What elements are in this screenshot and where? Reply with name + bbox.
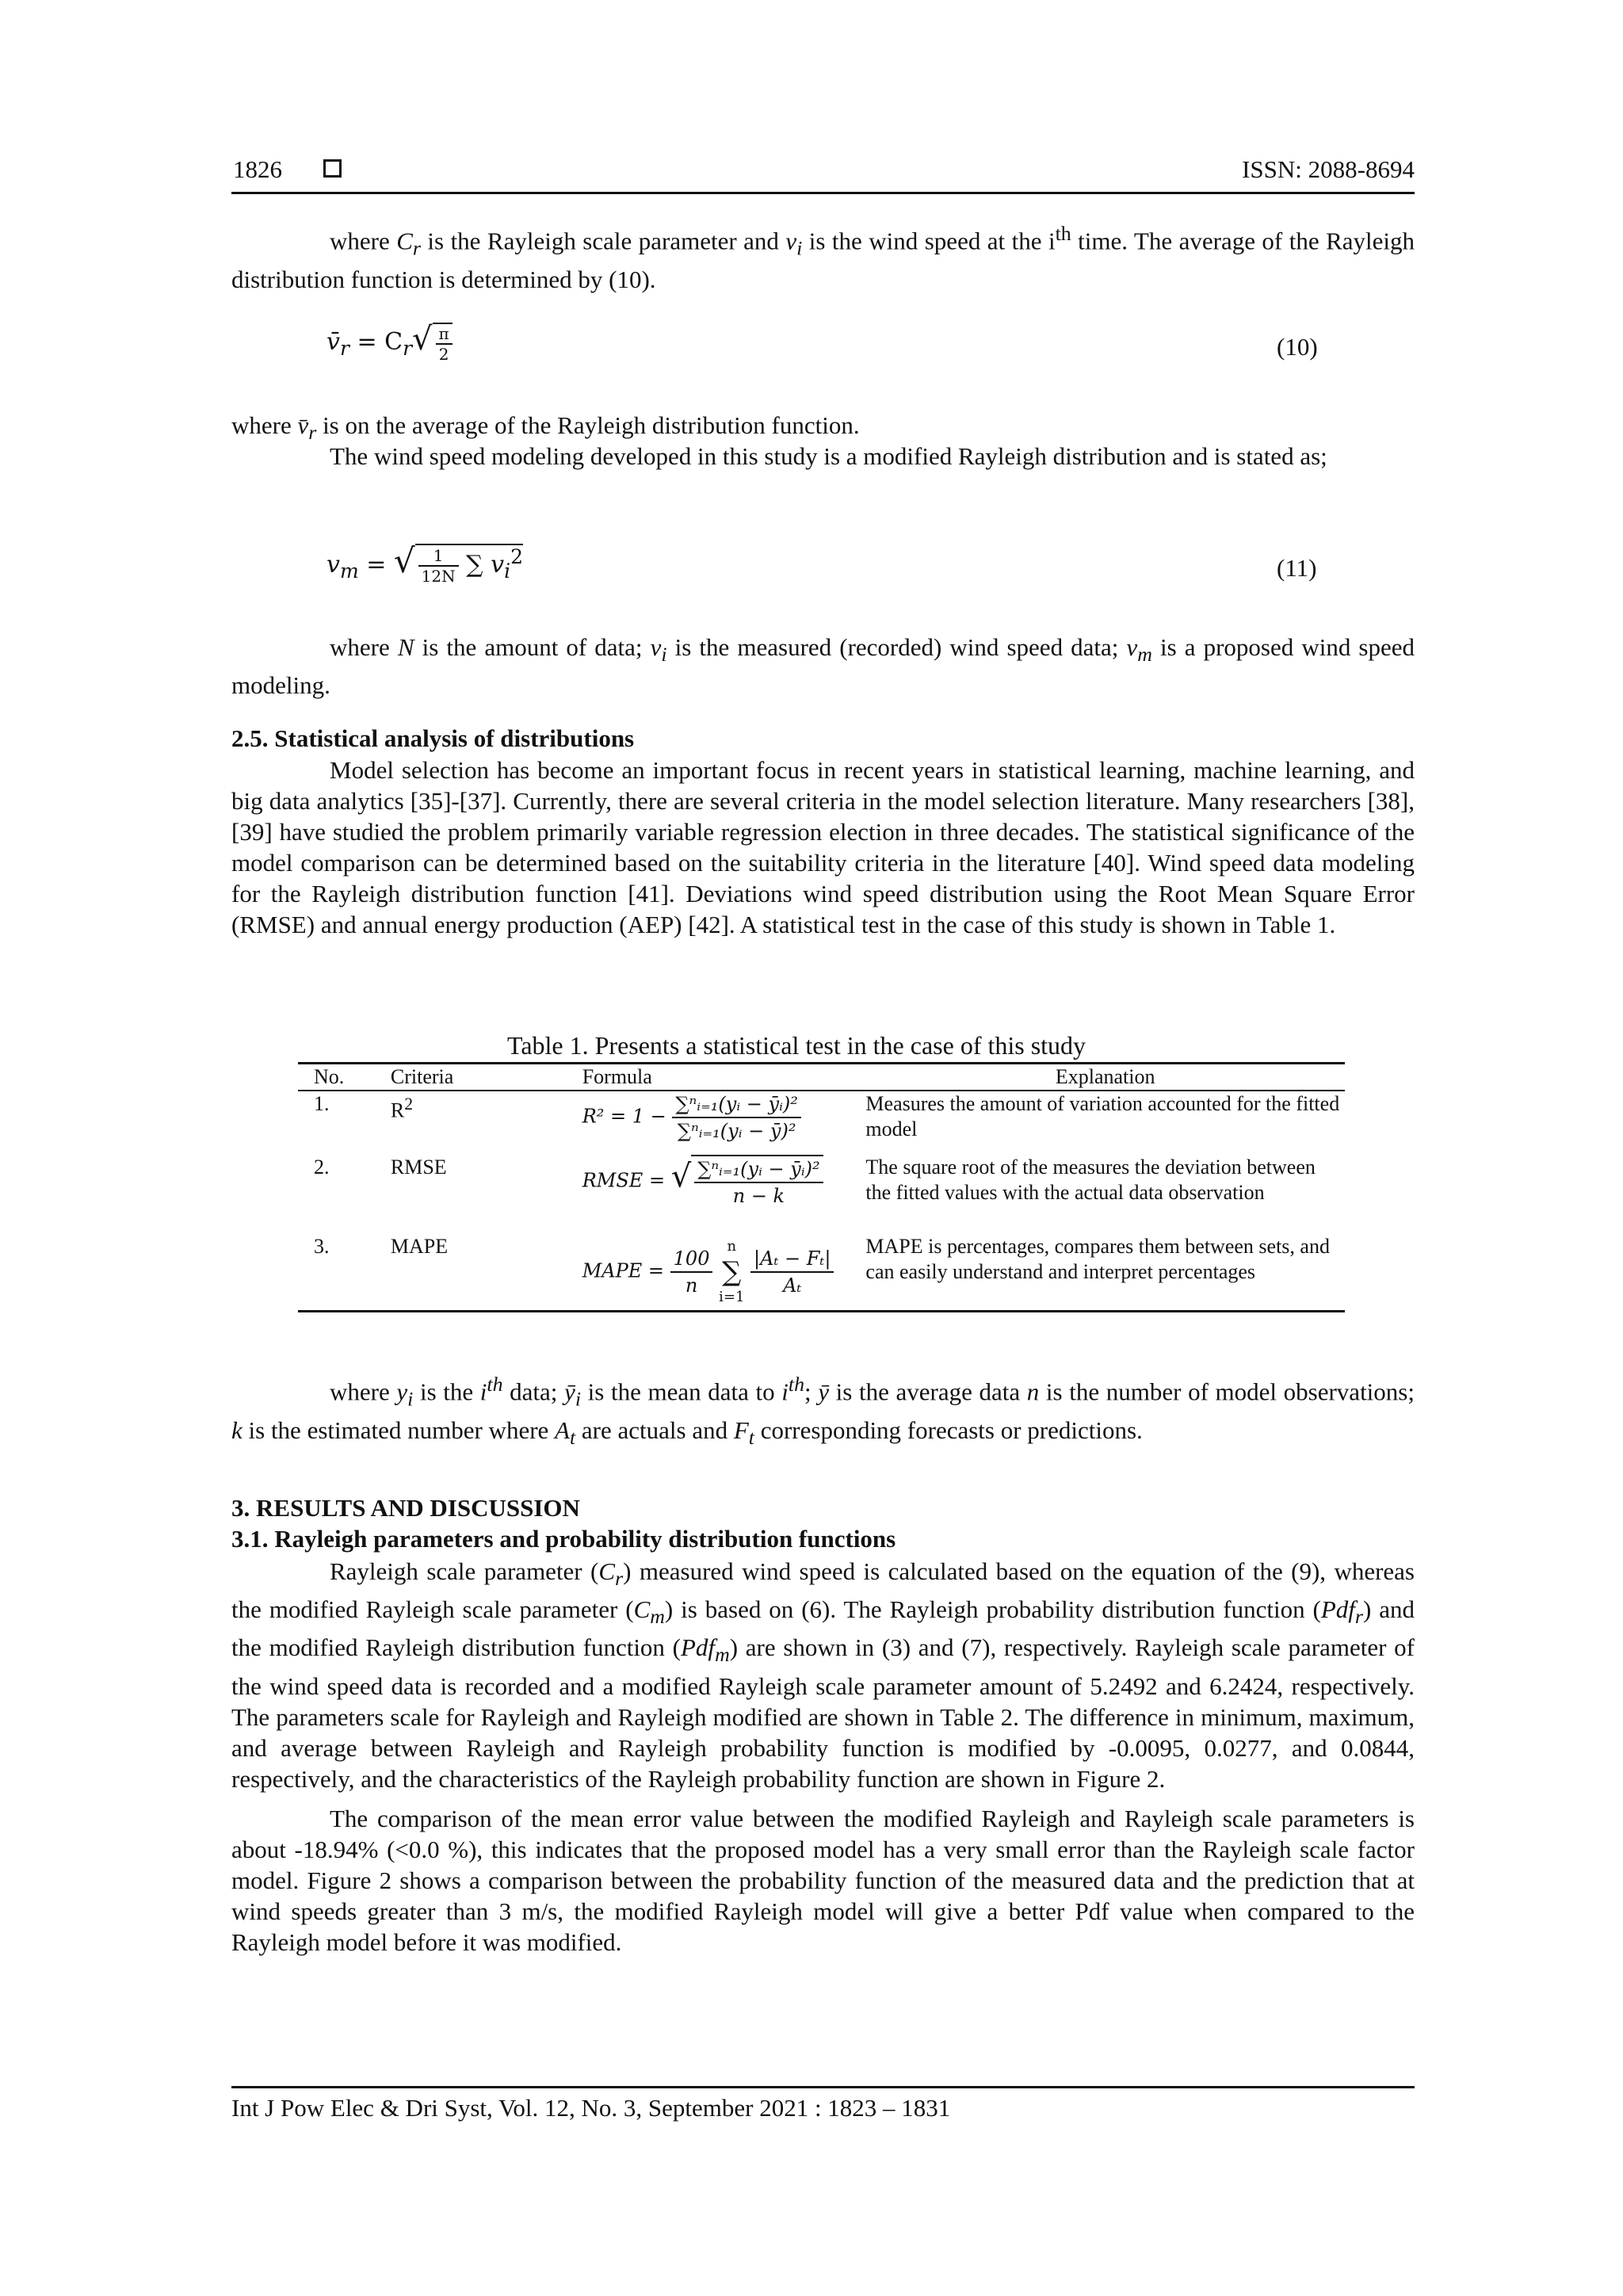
table-row: 1. $R^2$ R² = 1 − $\frac{\text{∑ⁿᵢ₌₁(yᵢ − ȳᵢ)²}}{\text{∑ⁿᵢ₌₁(yᵢ − ȳ)²}}$ Measures the amount of variation accounted for the fitted model (298, 1091, 1345, 1155)
paragraph-section-3-1: Rayleigh scale parameter $(C_r)$ measured wind speed is calculated based on the equation of the (9), whereas the modified Rayleigh scale parameter $(C_m)$ is based on (6). The Rayleigh probability distribution function (Pdf$_r$) and the modified Rayleigh distribution function (Pdf$_m$) are shown in (3) and (7), respectively. Rayleigh scale parameter of the wind speed data is recorded and a modified Rayleigh scale parameter amount of 5.2492 and 6.2424, respectively. The parameters scale for Rayleigh and Rayleigh modified are shown in Table 2. The difference in minimum, maximum, and average between Rayleigh and Rayleigh probability function is modified by -0.0095, 0.0277, and 0.0844, respectively, and the characteristics of the Rayleigh probability function are shown in Figure 2. (231, 1557, 1415, 1793)
table-row: 3. MAPE MAPE = $\frac{100}{n}$ n ∑ i=1 $\frac{\text{|Aₜ − Fₜ|}}{\text{Aₜ}}$ MAPE is percentages, compares them between sets, and can easily understand and interpret percentages (298, 1234, 1345, 1312)
column-header: Criteria (391, 1064, 582, 1091)
table-1 (298, 1062, 1345, 1312)
section-heading-3-1: 3.1. Rayleigh parameters and probability distribution functions (231, 1525, 896, 1553)
equation-10: $v̄_r = C_r√$ $\frac{\pi}{2}$ (327, 321, 453, 364)
formula-rmse: RMSE = √ $\frac{\text{∑ⁿᵢ₌₁(yᵢ − ȳᵢ)²}}{n - k}$ (582, 1155, 866, 1234)
formula-r2: R² = 1 − $\frac{\text{∑ⁿᵢ₌₁(yᵢ − ȳᵢ)²}}{\text{∑ⁿᵢ₌₁(yᵢ − ȳ)²}}$ (582, 1091, 866, 1155)
equation-10-number: (10) (1277, 333, 1318, 361)
table-row: 2. RMSE RMSE = √ $\frac{\text{∑ⁿᵢ₌₁(yᵢ − ȳᵢ)²}}{n - k}$ The square root of the measures the deviation between the fitted values with the actual data observation (298, 1155, 1345, 1234)
equation-11-number: (11) (1277, 554, 1317, 582)
formula-mape: MAPE = $\frac{100}{n}$ n ∑ i=1 $\frac{\text{|Aₜ − Fₜ|}}{\text{Aₜ}}$ (582, 1234, 866, 1312)
column-header: Explanation (865, 1064, 1345, 1091)
table-1-caption: Table 1. Presents a statistical test in the case of this study (507, 1031, 1086, 1060)
square-icon (323, 159, 342, 178)
paragraph-average: where $v̄_r$ is on the average of the Rayleigh distribution function. (231, 411, 860, 445)
section-heading-2-5: 2.5. Statistical analysis of distributions (231, 724, 635, 752)
paragraph-mean-error: The comparison of the mean error value between the modified Rayleigh and Rayleigh scale parameters is about -18.94% (<0.0 %), this indicates that the proposed model has a very small error than the Rayleigh scale factor model. Figure 2 shows a comparison between the probability function of the measured data and the prediction that at wind speeds greater than 3 m/s, the modified Rayleigh model will give a better Pdf value when compared to the Rayleigh model before it was modified. (231, 1805, 1415, 1956)
paragraph-table-notation: where $y_i$ is the $i^{th}$ data; $ȳ_i$ is the mean data to $i^{th}$; ȳ is the average data n is the number of model observations; k is the estimated number where $A_t$ are actuals and $F_t$ corresponding forecasts or predictions. (231, 1373, 1415, 1449)
page-number: 1826 (233, 155, 282, 183)
paragraph-modified-rayleigh: The wind speed modeling developed in this study is a modified Rayleigh distribution and is stated as; (330, 442, 1327, 470)
journal-footer: Int J Pow Elec & Dri Syst, Vol. 12, No. 3, September 2021 : 1823 – 1831 (231, 2094, 951, 2122)
equation-11: $v_m$ = √ $\frac{1}{12N}$ ∑ $v_i^2$ (327, 541, 523, 586)
header-rule (231, 192, 1415, 194)
footer-rule (231, 2086, 1415, 2088)
section-heading-3: 3. RESULTS AND DISCUSSION (231, 1494, 580, 1522)
paragraph-scale-param: where $C_r$ is the Rayleigh scale parameter and $v_i$ is the wind speed at the $i^{th}$ time. The average of the Rayleigh distribution function is determined by (10). (231, 222, 1415, 293)
column-header: No. (298, 1064, 391, 1091)
column-header: Formula (582, 1064, 866, 1091)
paragraph-section-2-5: Model selection has become an important focus in recent years in statistical learning, machine learning, and big data analytics [35]-[37]. Currently, there are several criteria in the model selection literature. Many researchers [38], [39] have studied the problem primarily variable regression election in three decades. The statistical significance of the model comparison can be determined based on the suitability criteria in the literature [40]. Wind speed data modeling for the Rayleigh distribution function [41]. Deviations wind speed distribution using the Root Mean Square Error (RMSE) and annual energy production (AEP) [42]. A statistical test in the case of this study is shown in Table 1. (231, 756, 1415, 938)
journal-issn: ISSN: 2088-8694 (1242, 155, 1415, 183)
paragraph-variables: where N is the amount of data; $v_i$ is the measured (recorded) wind speed data; $v_m$ is a proposed wind speed modeling. (231, 633, 1415, 700)
